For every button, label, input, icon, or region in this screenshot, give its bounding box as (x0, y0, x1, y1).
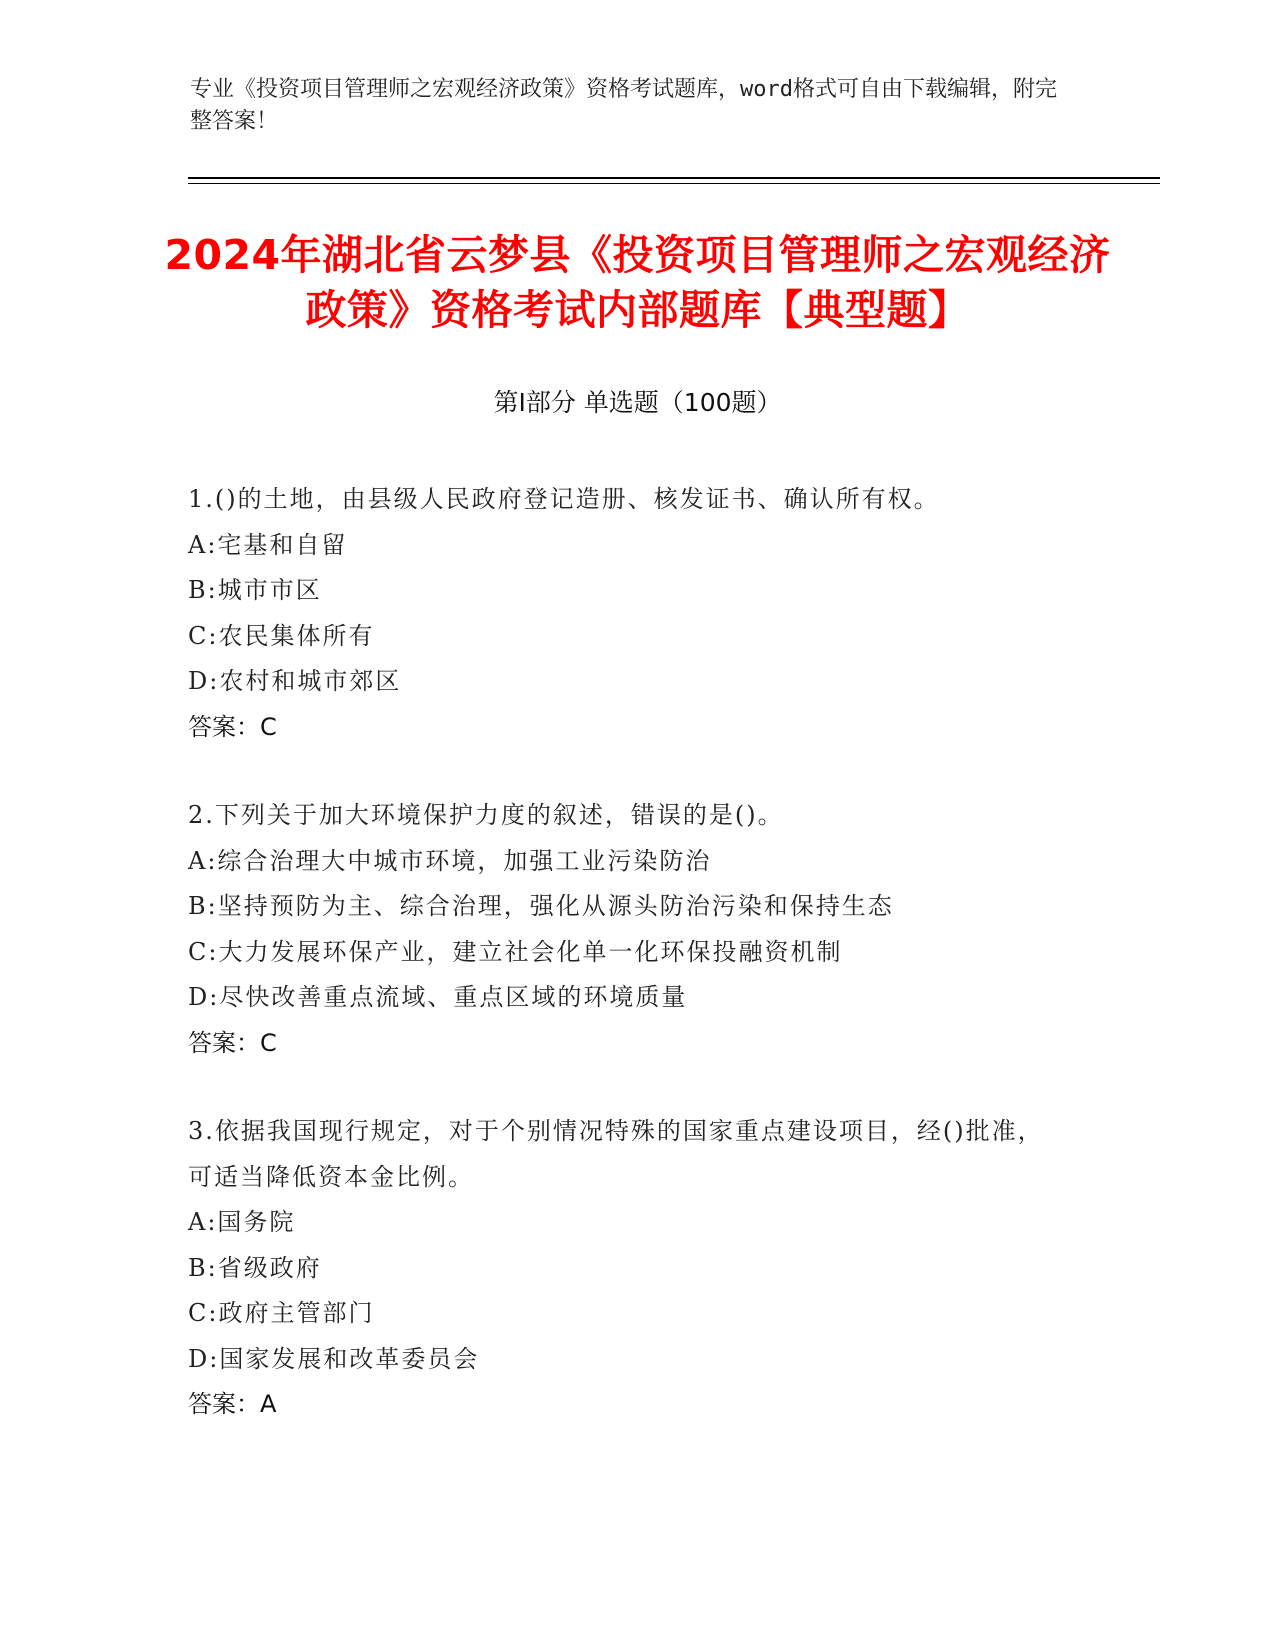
question-stem: 3.依据我国现行规定，对于个别情况特殊的国家重点建设项目，经()批准，可适当降低资本金比例。 (188, 1117, 1044, 1191)
header-divider-thin (188, 183, 1160, 184)
option-b: B:城市市区 (188, 576, 322, 604)
section-heading: 第I部分 单选题（100题） (493, 388, 782, 417)
option-c: C:大力发展环保产业，建立社会化单一化环保投融资机制 (188, 937, 843, 966)
answer-line: 答案：A (188, 1390, 277, 1418)
question-stem: 2.下列关于加大环境保护力度的叙述，错误的是()。 (188, 801, 784, 829)
question-1 (188, 477, 1088, 750)
option-c: C:农民集体所有 (188, 621, 375, 650)
question-list (188, 477, 1088, 1471)
option-b: B:省级政府 (188, 1253, 322, 1282)
document-title: 2024年湖北省云梦县《投资项目管理师之宏观经济政策》资格考试内部题库【典型题】 (164, 231, 1111, 334)
option-b: B:坚持预防为主、综合治理，强化从源头防治污染和保持生态 (188, 892, 894, 920)
answer-line: 答案：C (188, 1028, 277, 1057)
answer-line: 答案：C (188, 712, 277, 741)
question-3 (188, 1109, 1088, 1428)
option-a: A:宅基和自留 (188, 530, 348, 559)
option-d: D:农村和城市郊区 (188, 667, 402, 695)
header-note: 专业《投资项目管理师之宏观经济政策》资格考试题库，word格式可自由下载编辑，附完整答案！ (190, 77, 1057, 134)
option-d: D:尽快改善重点流域、重点区域的环境质量 (188, 983, 688, 1011)
header-divider-thick (188, 177, 1160, 179)
question-2 (188, 793, 1088, 1066)
question-stem: 1.()的土地，由县级人民政府登记造册、核发证书、确认所有权。 (188, 485, 940, 513)
option-a: A:综合治理大中城市环境，加强工业污染防治 (188, 846, 712, 875)
option-c: C:政府主管部门 (188, 1299, 375, 1327)
option-a: A:国务院 (188, 1208, 296, 1236)
option-d: D:国家发展和改革委员会 (188, 1344, 480, 1373)
